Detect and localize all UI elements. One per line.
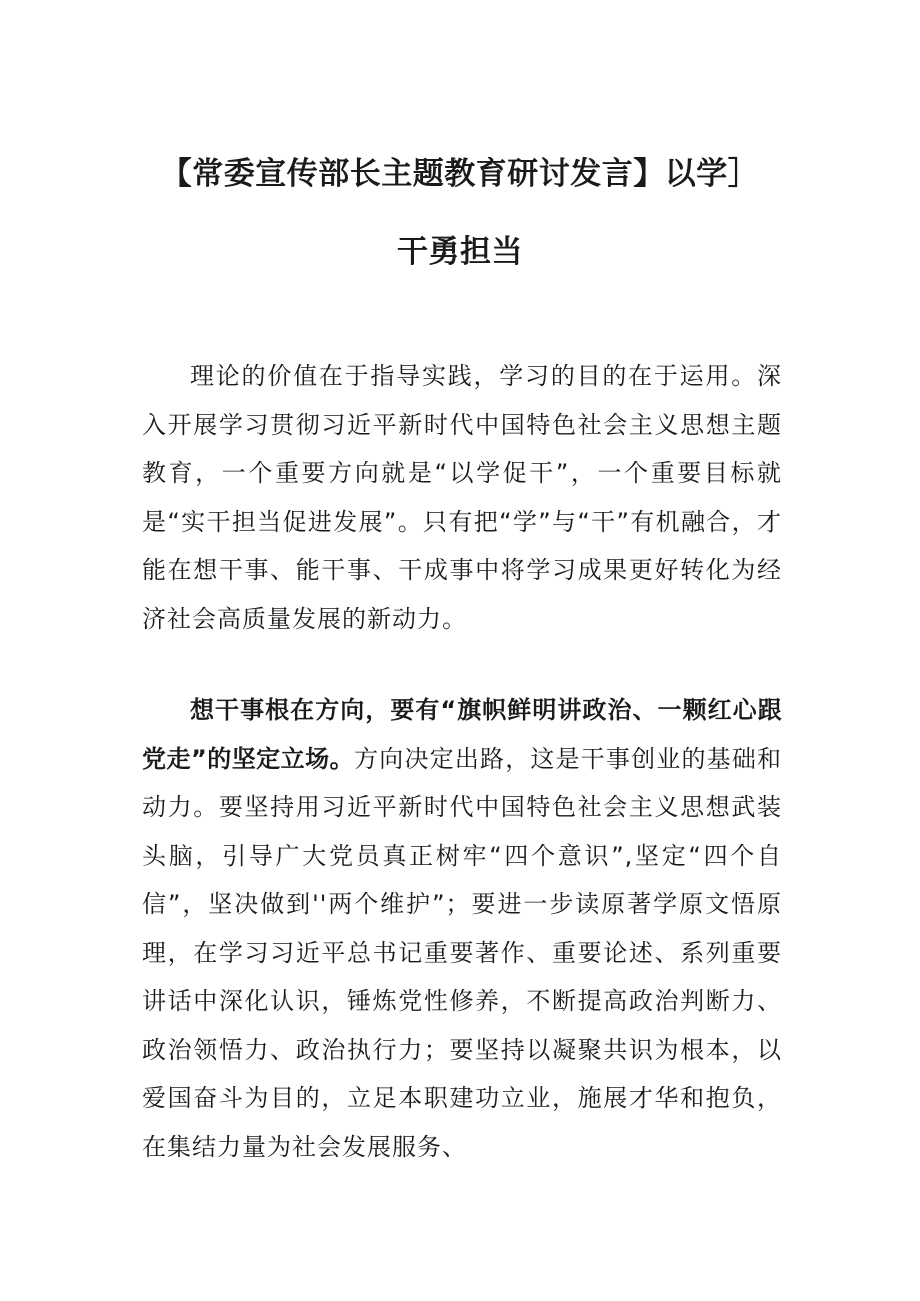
paragraph-1 [142, 352, 782, 643]
document-title-line-1: 【常委宣传部长主题教育研讨发言】以学］ [160, 156, 760, 192]
paragraph-2-text: 方向决定出路，这是干事创业的基础和动力。要坚持用习近平新时代中国特色社会主义思想武装头脑，引导广大党员真正树牢“四个意识”,坚定“四个自信”，坚决做到''两个维护”；要进一步读原著学原文悟原理，在学习习近平总书记重要著作、重要论述、系列重要讲话中深化认识，锤炼党性修养，不断提高政治判断力、政治领悟力、政治执行力；要坚持以凝聚共识为根本，以爱国奋斗为目的，立足本职建功立业，施展才华和抱负，在集结力量为社会发展服务、 [142, 744, 782, 1161]
paragraph-2 [142, 686, 782, 1171]
paragraph-1-text: 理论的价值在于指导实践，学习的目的在于运用。深入开展学习贯彻习近平新时代中国特色社会主义思想主题教育，一个重要方向就是“以学促干”，一个重要目标就是“实干担当促进发展”。只有把“学”与“干”有机融合，才能在想干事、能干事、干成事中将学习成果更好转化为经济社会高质量发展的新动力。 [142, 362, 782, 633]
paragraph-2-lead: 想干事根在方向，要有“旗帜鲜明讲政治、一颗红心跟党走”的坚定立场。 [142, 696, 782, 773]
document-title-line-2: 干勇担当 [397, 234, 523, 270]
